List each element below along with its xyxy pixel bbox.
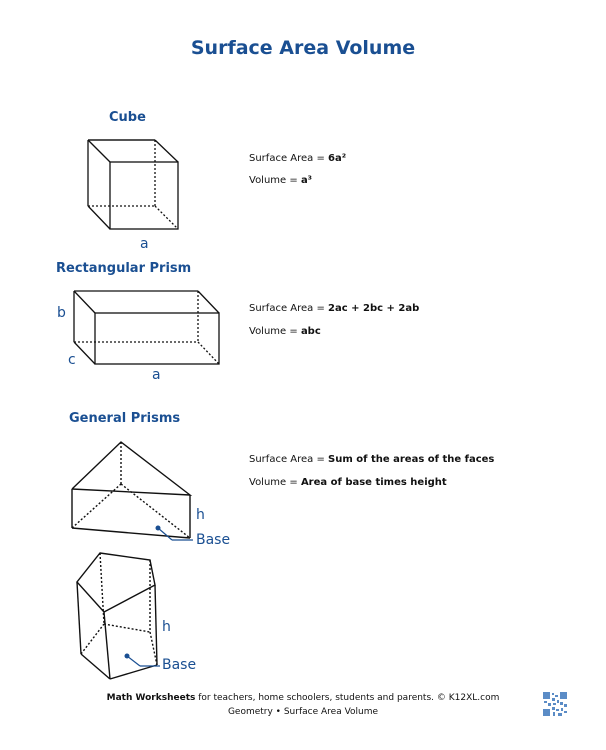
general-prisms-surface-area: Surface Area = Sum of the areas of the faces [249,454,495,465]
pent-prism-edge [77,582,81,654]
rect-prism-label-c: c [68,352,76,368]
general-prisms-heading: General Prisms [69,411,181,426]
pent-prism-edge [104,612,110,679]
pent-prism-base-label: Base [162,657,197,673]
general-prisms-volume: Volume = Area of base times height [249,477,447,488]
rect-prism-volume: Volume = abc [249,326,321,337]
footer-credit [0,693,606,703]
rect-prism-label-b: b [57,305,66,321]
pent-prism-edge [81,654,110,679]
pent-prism-hidden-edge [100,553,104,624]
rect-prism-label-a: a [152,367,161,383]
cube-volume: Volume = a³ [249,175,313,186]
page-title: Surface Area Volume [190,37,416,59]
cube-heading: Cube [109,110,146,125]
pent-prism-edge [110,665,157,679]
rect-prism-surface-area: Surface Area = 2ac + 2bc + 2ab [249,303,420,314]
footer-brand: Math Worksheets [106,693,196,703]
footer-subtitle: Geometry • Surface Area Volume [227,707,379,717]
pent-base-pointer-line [127,656,140,666]
pent-prism-hidden-edge [104,624,150,632]
pent-prism-top-face [77,553,155,612]
pent-prism-edge [155,585,157,665]
tri-prism-base-label: Base [196,532,231,548]
rect-prism-heading: Rectangular Prism [56,261,192,276]
tri-prism-height-label: h [196,507,205,523]
qr-code-icon [543,692,567,716]
cube-surface-area: Surface Area = 6a² [249,153,347,164]
footer-tagline: for teachers, home schoolers, students and parents. © K12XL.com [195,693,500,703]
pent-prism-hidden-edge [81,624,104,654]
cube-label-a: a [140,236,149,252]
pent-prism-height-label: h [162,619,171,635]
